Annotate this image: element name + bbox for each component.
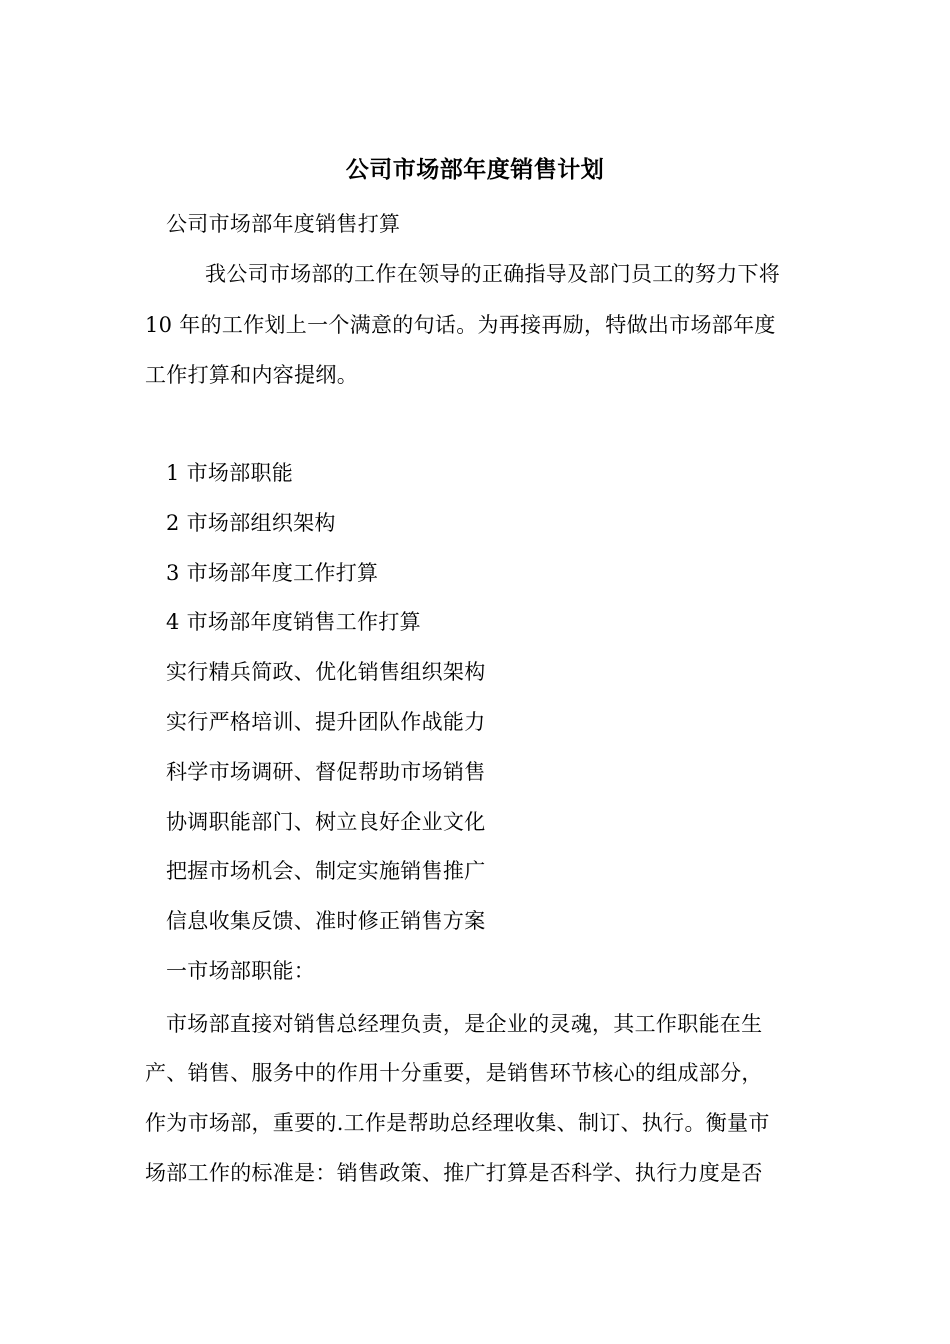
point-item: 协调职能部门、树立良好企业文化: [166, 810, 486, 834]
document-subtitle: 公司市场部年度销售打算: [166, 212, 401, 236]
document-title: 公司市场部年度销售计划: [345, 156, 605, 183]
section-para-line: 作为市场部，重要的.工作是帮助总经理收集、制订、执行。衡量市: [145, 1111, 770, 1135]
intro-line-1: 我公司市场部的工作在领导的正确指导及部门员工的努力下将: [205, 262, 781, 286]
point-item: 实行严格培训、提升团队作战能力: [166, 710, 486, 734]
intro-line-3: 工作打算和内容提纲。: [145, 363, 358, 387]
section-para-line: 市场部直接对销售总经理负责，是企业的灵魂，其工作职能在生: [166, 1012, 763, 1036]
outline-item: 1 市场部职能: [166, 461, 294, 485]
section-heading: 一市场部职能：: [166, 959, 316, 983]
point-item: 信息收集反馈、准时修正销售方案: [166, 909, 486, 933]
outline-item: 2 市场部组织架构: [166, 511, 336, 535]
outline-item: 4 市场部年度销售工作打算: [166, 610, 421, 634]
section-para-line: 场部工作的标准是：销售政策、推广打算是否科学、执行力度是否: [145, 1161, 763, 1185]
point-item: 把握市场机会、制定实施销售推广: [166, 859, 486, 883]
point-item: 科学市场调研、督促帮助市场销售: [166, 760, 486, 784]
intro-line-2: 10 年的工作划上一个满意的句话。为再接再励，特做出市场部年度: [145, 313, 776, 337]
point-item: 实行精兵简政、优化销售组织架构: [166, 660, 486, 684]
outline-item: 3 市场部年度工作打算: [166, 561, 379, 585]
section-para-line: 产、销售、服务中的作用十分重要，是销售环节核心的组成部分，: [145, 1061, 763, 1085]
